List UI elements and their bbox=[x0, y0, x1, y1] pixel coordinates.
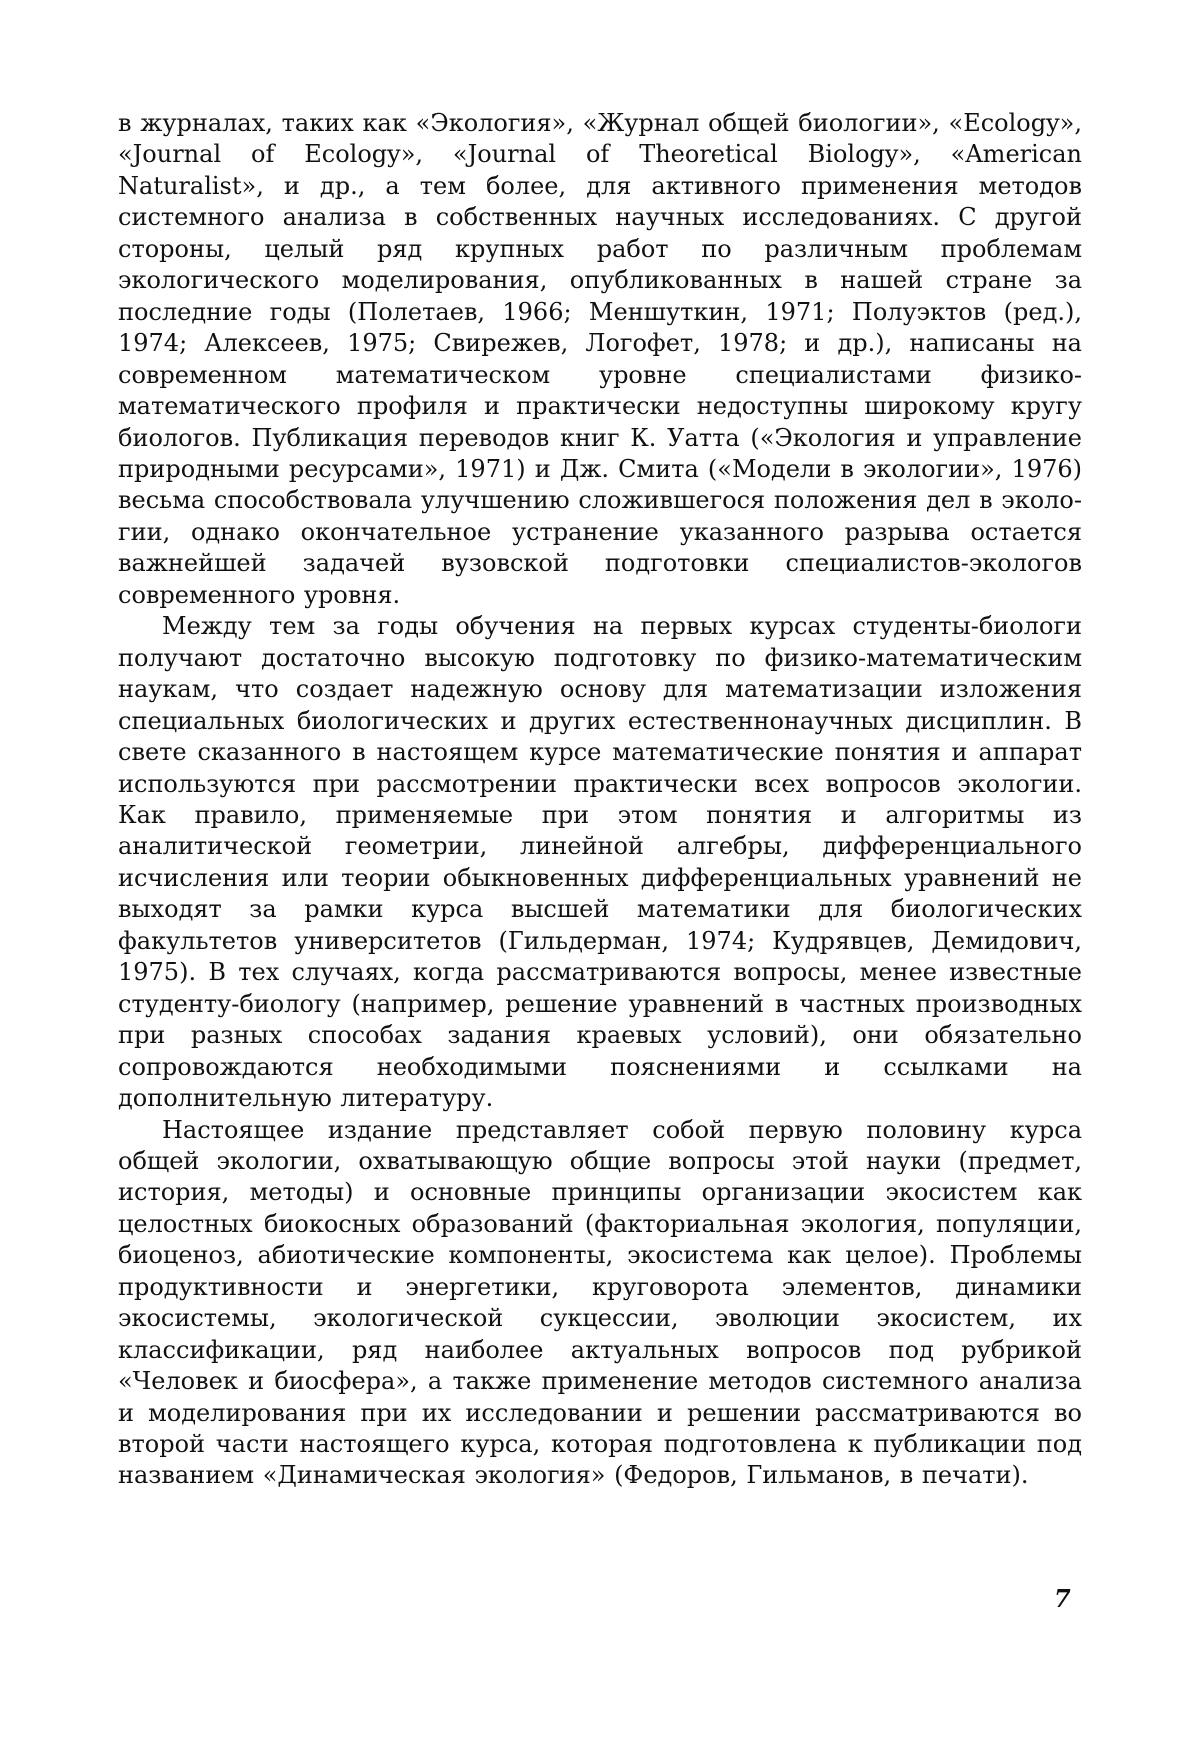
page-number: 7 bbox=[1054, 1584, 1071, 1613]
paragraph-1: в журналах, таких как «Экология», «Журнал общей биологии», «Ecology», «Journal of Ecology», «Journal of Theoretical Biology», «American Naturalist», и др., а тем более, для активного применения методов системного анализа в собственных научных исследованиях. С другой стороны, целый ряд крупных работ по различным проблемам экологического моделирования, опубликованных в нашей стране за последние годы (Полетаев, 1966; Меншуткин, 1971; Полуэктов (ред.), 1974; Алексеев, 1975; Свирежев, Логофет, 1978; и др.), написаны на современном математическом уровне специалистами физико-математического профиля и практически недоступны широкому кругу биологов. Публикация переводов книг К. Уатта («Экология и управление природными ресурсами», 1971) и Дж. Смита («Модели в экологии», 1976) весьма способствовала улучшению сложившегося положения дел в экологии, однако окончательное устранение указанного разрыва остается важнейшей задачей вузовской подготовки специалистов-экологов современного уровня. bbox=[118, 109, 1082, 609]
paragraph-2: Между тем за годы обучения на первых курсах студенты-биологи получают достаточно высокую подготовку по физико-математическим наукам, что создает надежную основу для математизации изложения специальных биологических и других естественнонаучных дисциплин. В свете сказанного в настоящем курсе математические понятия и аппарат используются при рассмотрении практически всех вопросов экологии. Как правило, применяемые при этом понятия и алгоритмы из аналитической геометрии, линейной алгебры, дифференциального исчисления или теории обыкновенных дифференциальных уравнений не выходят за рамки курса высшей математики для биологических факультетов университетов (Гильдерман, 1974; Кудрявцев, Демидович, 1975). В тех случаях, когда рассматриваются вопросы, менее известные студенту-биологу (например, решение уравнений в частных производных при разных способах задания краевых условий), они обязательно сопровождаются необходимыми пояснениями и ссылками на дополнительную литературу. bbox=[118, 612, 1082, 1113]
page-body bbox=[118, 108, 1082, 1648]
paragraph-3: Настоящее издание представляет собой первую половину курса общей экологии, охватывающую общие вопросы этой науки (предмет, история, методы) и основные принципы организации экосистем как целостных биокосных образований (факториальная экология, популяции, биоценоз, абиотические компоненты, экосистема как целое). Проблемы продуктивности и энергетики, круговорота элементов, динамики экосистемы, экологической сукцессии, эволюции экосистем, их классификации, ряд наиболее актуальных вопросов под рубрикой «Человек и биосфера», а также применение методов системного анализа и моделирования при их исследовании и решении рассматриваются во второй части настоящего курса, которая подготовлена к публикации под названием «Динамическая экология» (Федоров, Гильманов, в печати). bbox=[118, 1115, 1082, 1490]
